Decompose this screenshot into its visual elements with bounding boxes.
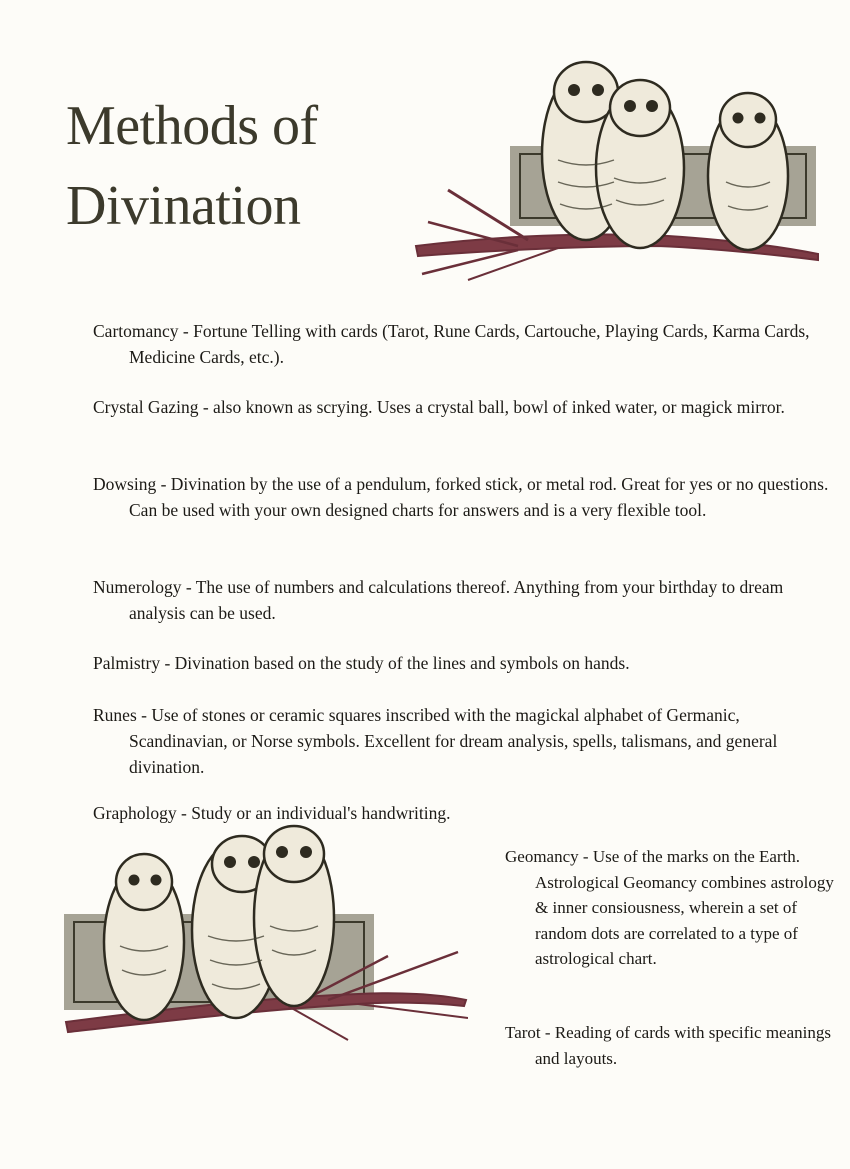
entry-term: Geomancy [505,847,579,866]
entry-separator: - [176,803,192,823]
owls-top-illustration [408,50,828,282]
entry-tarot [505,1020,835,1071]
entry-dowsing [93,471,841,523]
entry-separator: - [178,321,194,341]
entry-description: Use of the marks on the Earth. Astrological Geomancy combines astrology & inner consiousness, wherein a set of random dots are correlated to a type of astrological chart. [535,847,834,968]
entry-separator: - [156,474,171,494]
entry-term: Numerology [93,577,182,597]
entry-description: also known as scrying. Uses a crystal ball, bowl of inked water, or magick mirror. [213,397,785,417]
entry-description: The use of numbers and calculations thereof. Anything from your birthday to dream analysis can be used. [129,577,784,623]
entry-runes [93,702,841,780]
entry-separator: - [136,705,152,725]
entry-cartomancy [93,318,841,370]
entry-term: Graphology [93,803,177,823]
entry-description: Divination based on the study of the lines and symbols on hands. [174,653,630,673]
entry-term: Cartomancy [93,321,179,341]
entry-description: Divination by the use of a pendulum, forked stick, or metal rod. Great for yes or no questions. Can be used with your own designed charts for answers and is a very flexible tool. [129,474,829,520]
entry-description: Study or an individual's handwriting. [191,803,451,823]
entry-term: Tarot [505,1023,541,1042]
entry-term: Dowsing [93,474,157,494]
entry-term: Crystal Gazing [93,397,199,417]
title-line-1: Methods of [66,95,318,157]
entry-description: Use of stones or ceramic squares inscribed with the magickal alphabet of Germanic, Scandinavian, or Norse symbols. Excellent for dream analysis, spells, talismans, and general divination. [129,705,778,777]
entry-numerology [93,574,841,626]
entry-term: Runes [93,705,137,725]
title-line-2: Divination [66,175,301,237]
entry-separator: - [181,577,196,597]
entry-description: Reading of cards with specific meanings and layouts. [535,1023,831,1068]
entry-separator: - [160,653,175,673]
entry-term: Palmistry [93,653,161,673]
entry-palmistry [93,650,841,676]
owls-bottom-illustration [58,818,468,1068]
entry-description: Fortune Telling with cards (Tarot, Rune Cards, Cartouche, Playing Cards, Karma Cards, Medicine Cards, etc.). [129,321,810,367]
entry-crystal-gazing [93,394,841,420]
entry-separator: - [198,397,214,417]
entry-separator: - [540,1023,555,1042]
entry-geomancy [505,844,835,972]
entry-separator: - [578,847,593,866]
page-title [66,86,318,246]
